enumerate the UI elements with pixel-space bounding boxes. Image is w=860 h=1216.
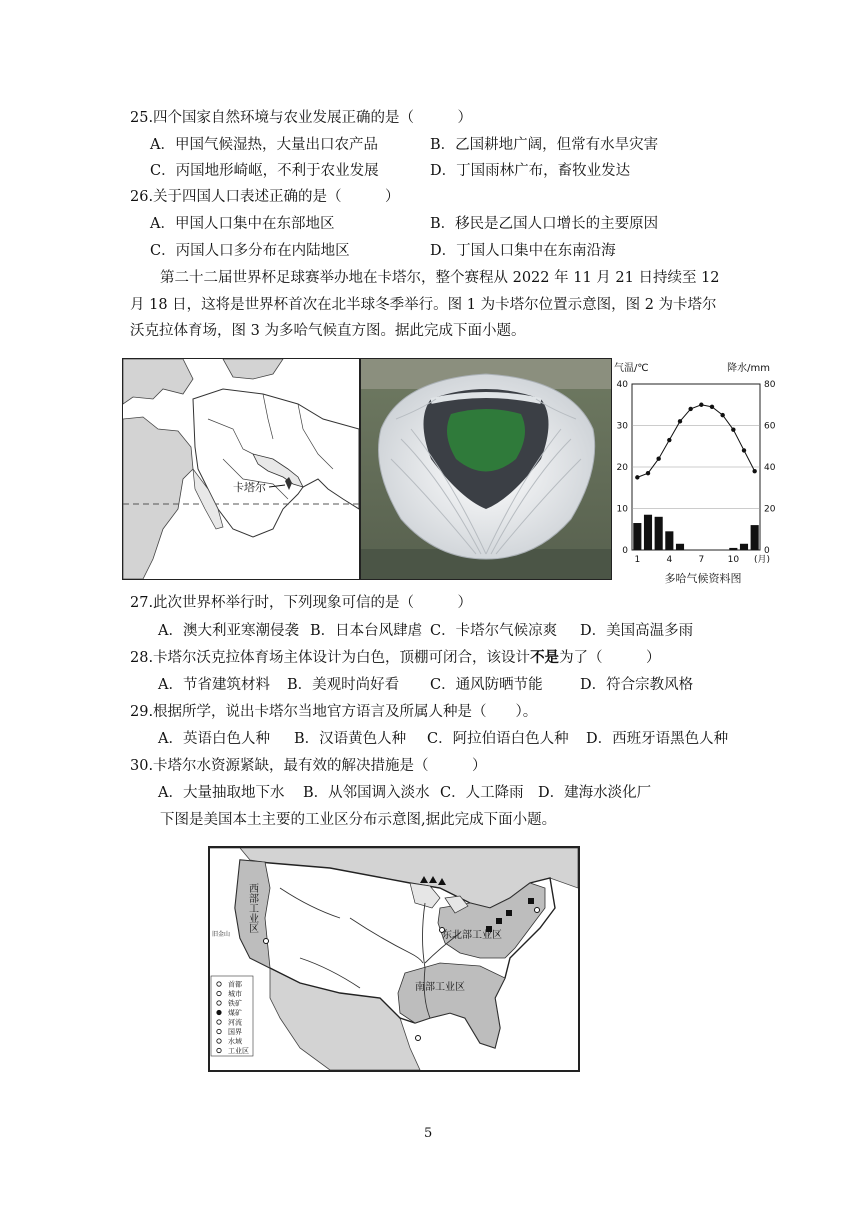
q25-option-d: D．丁国雨林广布，畜牧业发达 [430, 163, 631, 179]
usa-industry-map [208, 846, 580, 1072]
usa-legend-item: 水域 [228, 1037, 242, 1046]
precipitation-bar [751, 525, 759, 550]
q28-stem-pre: 28.卡塔尔沃克拉体育场主体设计为白色，顶棚可闭合，该设计 [130, 650, 531, 666]
stadium-photo [360, 358, 612, 580]
q30-option-c: C．人工降雨 [440, 785, 524, 801]
temperature-point [699, 403, 703, 407]
temperature-point [678, 419, 682, 423]
climate-right-tick-label: 20 [764, 504, 776, 515]
usa-legend-symbol [217, 1029, 221, 1033]
usa-legend-symbol [217, 991, 221, 995]
q25-option-c: C．丙国地形崎岖，不利于农业发展 [150, 163, 379, 179]
usa-legend-symbol [217, 1020, 221, 1024]
usa-legend-item: 国界 [228, 1028, 242, 1036]
usa-legend-symbol [217, 1039, 221, 1043]
precipitation-bar [665, 531, 673, 550]
q30-option-a: A．大量抽取地下水 [158, 785, 285, 801]
climate-caption: 多哈气候资料图 [664, 572, 742, 585]
q26-stem: 26.关于四国人口表述正确的是（ ） [130, 189, 400, 205]
climate-right-axis-label: 降水/mm [727, 363, 770, 374]
temperature-point [688, 407, 692, 411]
q29-option-c: C．阿拉伯语白色人种 [427, 731, 569, 747]
city-sf-label: 旧金山 [212, 931, 231, 938]
usa-legend-item: 河流 [228, 1018, 242, 1027]
usa-legend-item: 工业区 [228, 1047, 249, 1055]
qatar-label: 卡塔尔 [233, 481, 266, 494]
q28-stem-bold: 不是 [530, 649, 560, 666]
q26-option-c: C．丙国人口多分布在内陆地区 [150, 243, 350, 259]
q30-option-b: B．从邻国调入淡水 [303, 785, 430, 801]
climate-left-tick-label: 0 [622, 546, 628, 556]
intro-qatar-line2: 月 18 日，这将是世界杯首次在北半球冬季举行。图 1 为卡塔尔位置示意图，图 2 为卡塔尔 [130, 297, 717, 313]
q28-option-c: C．通风防晒节能 [430, 677, 543, 693]
precipitation-bar [729, 548, 737, 550]
q28-option-b: B．美观时尚好看 [287, 677, 400, 693]
climate-left-tick-label: 20 [616, 463, 628, 473]
south-zone-label: 南部工业区 [415, 982, 465, 993]
intro-qatar-line1: 第二十二届世界杯足球赛举办地在卡塔尔，整个赛程从 2022 年 11 月 21 日持续至 12 [160, 270, 720, 286]
temperature-point [635, 475, 639, 479]
usa-legend-item: 铁矿 [228, 999, 242, 1008]
precipitation-bar [740, 544, 748, 550]
qatar-location-map [122, 358, 360, 580]
climate-left-tick-label: 30 [616, 421, 628, 432]
west-zone-label: 西部工业区 [246, 883, 258, 933]
climate-x-tick-label: 7 [698, 555, 705, 565]
climate-right-tick-label: 0 [764, 546, 770, 556]
temperature-point [731, 427, 735, 431]
q26-option-a: A．甲国人口集中在东部地区 [150, 216, 335, 232]
q27-option-a: A．澳大利亚寒潮侵袭 [158, 623, 299, 639]
q29-stem: 29.根据所学，说出卡塔尔当地官方语言及所属人种是（ ）。 [130, 704, 538, 720]
intro-qatar-line3: 沃克拉体育场，图 3 为多哈气候直方图。据此完成下面小题。 [130, 323, 526, 339]
q28-stem [130, 648, 661, 668]
temperature-point [656, 457, 660, 461]
usa-legend-symbol [217, 1001, 221, 1005]
climate-right-tick-label: 80 [764, 380, 776, 390]
usa-legend-item: 首都 [228, 980, 242, 989]
usa-legend-symbol [217, 982, 221, 986]
northeast-zone-label: 东北部工业区 [442, 930, 502, 941]
q26-option-b: B．移民是乙国人口增长的主要原因 [430, 216, 659, 232]
usa-legend-item: 煤矿 [228, 1009, 242, 1017]
temperature-point [720, 413, 724, 417]
temperature-point [646, 471, 650, 475]
usa-legend-symbol [217, 1048, 221, 1052]
q25-option-a: A．甲国气候湿热，大量出口农产品 [150, 137, 378, 153]
climate-x-tick-label: 4 [666, 555, 673, 565]
q26-option-d: D．丁国人口集中在东南沿海 [430, 243, 616, 259]
precipitation-bar [633, 523, 641, 550]
q29-option-b: B．汉语黄色人种 [294, 731, 407, 747]
q28-option-d: D．符合宗教风格 [580, 677, 694, 693]
temperature-point [752, 469, 756, 473]
temperature-point [667, 438, 671, 442]
q25-option-b: B．乙国耕地广阔，但常有水旱灾害 [430, 137, 659, 153]
page-number: 5 [424, 1126, 433, 1141]
usa-legend-item: 城市 [228, 990, 242, 998]
climate-right-tick-label: 60 [764, 421, 776, 432]
climate-left-tick-label: 10 [616, 504, 628, 515]
q27-option-d: D．美国高温多雨 [580, 623, 694, 639]
precipitation-bar [655, 517, 663, 550]
q27-option-b: B．日本台风肆虐 [310, 623, 423, 639]
climate-month-unit: (月) [754, 555, 771, 565]
climate-x-tick-label: 10 [727, 555, 740, 565]
q27-stem: 27.此次世界杯举行时，下列现象可信的是（ ） [130, 595, 473, 611]
q28-stem-post: 为了（ ） [559, 650, 661, 666]
q28-option-a: A．节省建筑材料 [158, 677, 270, 693]
climate-x-tick-label: 1 [634, 555, 641, 565]
q25-stem: 25.四个国家自然环境与农业发展正确的是（ ） [130, 110, 473, 126]
climate-left-axis-label: 气温/℃ [614, 363, 649, 374]
climate-left-tick-label: 40 [616, 380, 628, 390]
usa-legend-symbol [217, 1010, 221, 1014]
q29-option-d: D．西班牙语黑色人种 [586, 731, 729, 747]
precipitation-bar [644, 515, 652, 550]
q27-option-c: C．卡塔尔气候凉爽 [430, 623, 558, 639]
intro-usa: 下图是美国本土主要的工业区分布示意图,据此完成下面小题。 [160, 812, 557, 828]
q29-option-a: A．英语白色人种 [158, 731, 270, 747]
temperature-point [710, 405, 714, 409]
q30-option-d: D．建海水淡化厂 [538, 785, 652, 801]
q30-stem: 30.卡塔尔水资源紧缺，最有效的解决措施是（ ） [130, 758, 487, 774]
temperature-point [742, 448, 746, 452]
climate-right-tick-label: 40 [764, 463, 776, 473]
doha-climate-chart [610, 358, 780, 590]
precipitation-bar [676, 544, 684, 550]
